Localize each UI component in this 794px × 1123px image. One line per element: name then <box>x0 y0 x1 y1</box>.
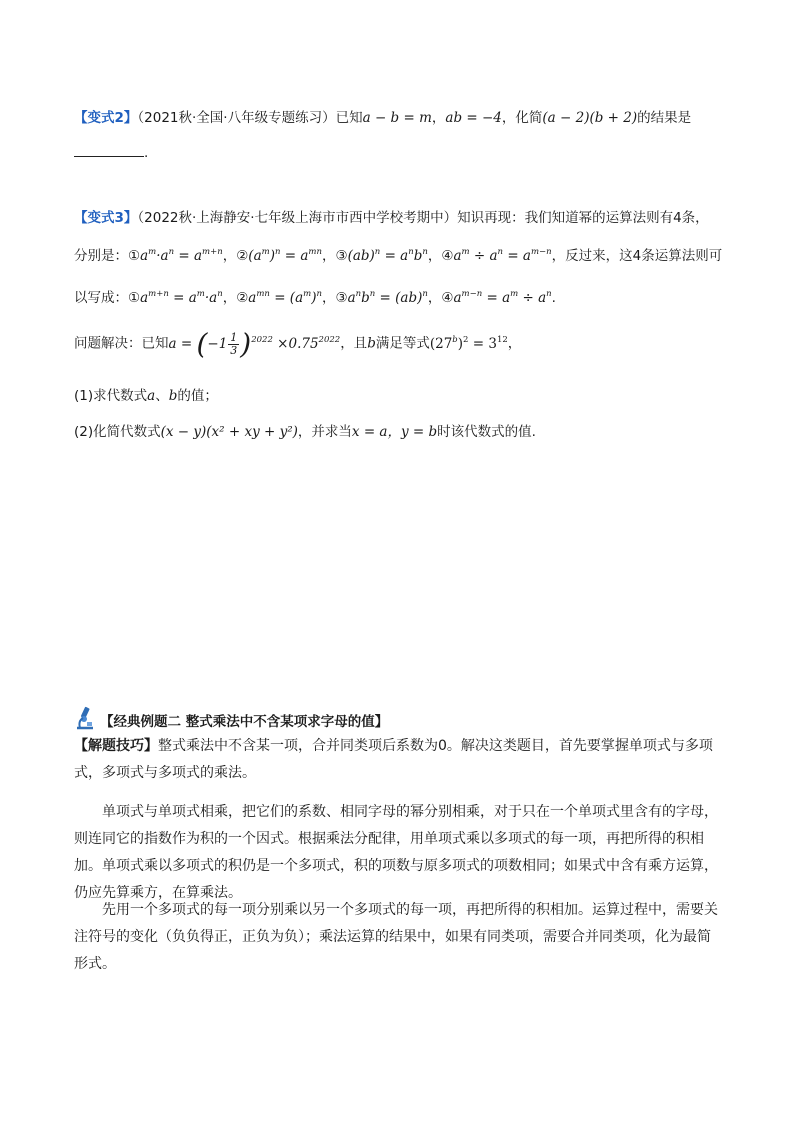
variant3-problem: 问题解决：已知a = (−1 $\frac{1}{3}$ )$^{2022} \times 0.75^{2022}$，且b满足等式$(27^b)^2 = 3^{12}$， <box>74 327 522 360</box>
q1-a: a <box>147 388 156 404</box>
problem-lead: 问题解决：已知 <box>74 335 169 352</box>
reverse-rule-1: $①a^{m+n} = a^m\cdot a^n$ <box>128 289 223 306</box>
q2-tail: 时该代数式的值. <box>437 424 536 440</box>
variant3-tag: 【变式3】 <box>74 210 138 226</box>
variant2-given2: ab = −4 <box>445 110 502 126</box>
variant3-line1 <box>74 206 709 226</box>
reverse-rule-2: $②a^{mn} = (a^m)^n$ <box>236 289 322 306</box>
q1-sep: 、 <box>155 388 169 404</box>
variant3-intro: （2022秋·上海静安·七年级上海市市西中学校考期中）知识再现：我们知道幂的运算法则有4条， <box>137 210 709 226</box>
rule-4: $④a^m \div a^n = a^{m-n}$ <box>441 247 552 264</box>
rule-3: ③(ab)$^n$ = $a^nb^n$ <box>335 247 428 264</box>
rule-2: $②(a^m)^n = a^{mn}$ <box>236 247 322 264</box>
q2-mid: ，并求当 <box>297 424 352 440</box>
q1-tail: 的值； <box>177 388 218 404</box>
q1-b: b <box>168 388 178 404</box>
q2-cond: x = a，y = b <box>351 424 438 440</box>
question-2 <box>74 420 536 440</box>
tip-tag: 【解题技巧】 <box>74 738 158 754</box>
monomial-paragraph: 单项式与单项式相乘，把它们的系数、相同字母的幂分别相乘，对于只在一个单项式里含有的字母，则连同它的指数作为积的一个因式。根据乘法分配律，用单项式乘以多项式的每一项，再把所得的积相加。单项式乘以多项式的积仍是一个多项式，积的项数与原多项式的项数相同；如果式中含有乘方运算，仍应先算乘方，在算乘法。 <box>74 804 718 901</box>
answer-blank[interactable] <box>74 144 144 157</box>
q2-expr: (x − y)(x² + xy + y²) <box>160 424 298 440</box>
variant3-line2: 分别是：$①a^m\cdot a^n = a^{m+n}$，$②(a^m)^n = a^{mn}$，③(ab)$^n$ = $a^nb^n$，$④a^m \div a^n = a^{m-n}$，反过来，这4条运算法则可 <box>74 247 723 264</box>
problem-b: b <box>367 335 376 352</box>
variant2-expr: (a − 2)(b + 2) <box>542 110 638 126</box>
problem-mid: ，且 <box>340 335 368 352</box>
section-header <box>74 706 388 734</box>
problem-equation: $(27^b)^2 = 3^{12}$ <box>429 334 508 352</box>
question-1 <box>74 384 218 404</box>
tip-paragraph <box>74 733 724 787</box>
rules-tail: ，反过来，这4条运算法则可 <box>551 248 723 264</box>
rules-lead: 分别是： <box>74 248 128 264</box>
problem-cond: 满足等式 <box>375 335 430 352</box>
rule-1: $①a^m\cdot a^n = a^{m+n}$ <box>128 247 223 264</box>
variant2-mid: ，化简 <box>501 110 543 126</box>
variant2-end: . <box>144 145 149 161</box>
variant2-question: 【变式2】（2021秋·全国·八年级专题练习）已知a − b = m，ab = −4，化简(a − 2)(b + 2)的结果是 <box>74 110 692 126</box>
polynomial-paragraph: 先用一个多项式的每一项分别乘以另一个多项式的每一项，再把所得的积相加。运算过程中，需要关注符号的变化（负负得正，正负为负）；乘法运算的结果中，如果有同类项，需要合并同类项，化为最简形式。 <box>74 902 718 972</box>
microscope-icon <box>74 706 96 734</box>
variant3-line3: 以写成：$①a^{m+n} = a^m\cdot a^n$，$②a^{mn} = (a^m)^n$，$③a^nb^n = (ab)^n$，$④a^{m-n} = a^m \div a^n$. <box>74 289 556 306</box>
tip-text: 整式乘法中不含某一项，合并同类项后系数为0。解决这类题目，首先要掌握单项式与多项式，多项式与多项式的乘法。 <box>74 738 713 781</box>
reverse-lead: 以写成： <box>74 290 128 306</box>
reverse-rule-4: $④a^{m-n} = a^m \div a^n$ <box>441 289 552 306</box>
variant2-given1: a − b = m <box>362 110 432 126</box>
variant2-source: （2021秋·全国·八年级专题练习）已知 <box>137 110 363 126</box>
q2-lead: (2)化简代数式 <box>74 424 161 440</box>
problem-a-definition: a = (−1 $\frac{1}{3}$ )$^{2022} \times 0.75^{2022}$ <box>168 327 341 360</box>
variant2-answer-line <box>74 144 148 161</box>
section-title: 【经典例题二 整式乘法中不含某项求字母的值】 <box>100 714 389 730</box>
variant2-tail: 的结果是 <box>637 110 692 126</box>
variant2-tag: 【变式2】 <box>74 110 138 126</box>
q1-lead: (1)求代数式 <box>74 388 148 404</box>
reverse-rule-3: $③a^nb^n = (ab)^n$ <box>335 289 428 306</box>
